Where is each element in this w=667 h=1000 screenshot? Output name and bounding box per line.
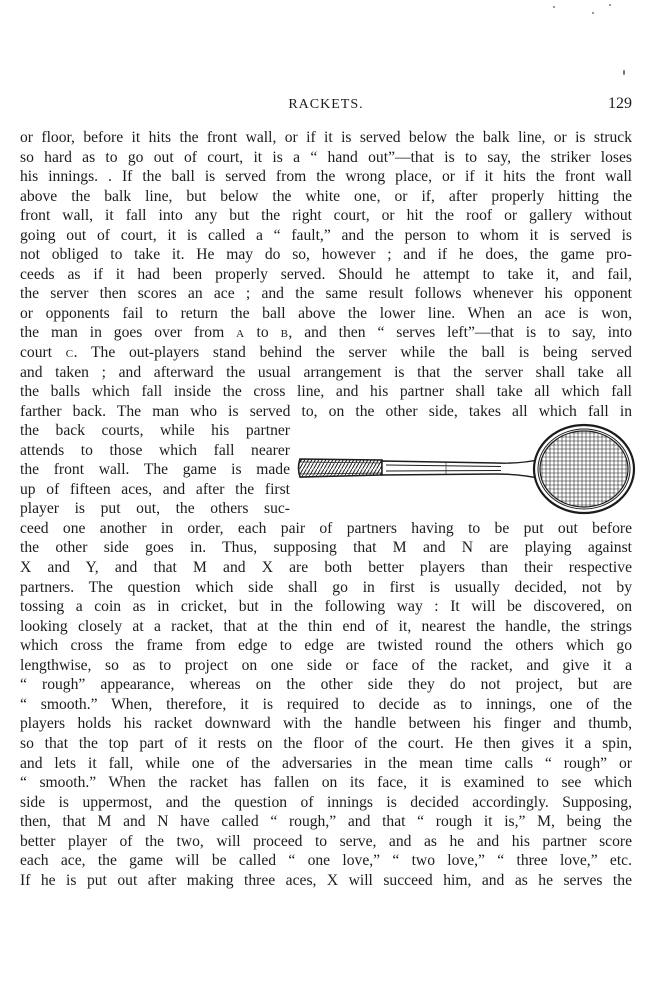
text-line: looking closely at a racket, that at the thin end of it, nearest the handle, the strings	[20, 617, 632, 635]
text-line: “ rough” appearance, whereas on the other side they do not project, but are	[20, 676, 632, 694]
text-line: tossing a coin as in cricket, but in the following way : It will be discovered, on	[20, 598, 632, 616]
text-line: “ smooth.” When the racket has fallen on its face, it is examined to see which	[20, 774, 632, 792]
racket-handle	[299, 459, 383, 477]
text-line: or floor, before it hits the front wall, or if it is served below the balk line, or is struck	[20, 129, 632, 146]
text-line: “ smooth.” When, therefore, it is required to decide as to innings, one of the	[20, 695, 632, 713]
text-line-beside-figure: player is put out, the others suc-	[20, 500, 290, 518]
court-letter-c: C	[65, 348, 74, 361]
racket-head	[534, 425, 634, 513]
text-line: If he is put out after making three aces, X will succeed him, and as he serves the	[20, 871, 632, 889]
text-line: or opponents fail to return the ball above the lower line. When an ace is won,	[20, 304, 632, 322]
text-line: side is uppermost, and the question of innings is decided accordingly. Supposing,	[20, 793, 632, 811]
text-line: not obliged to take it. He may do so, however ; and if he does, the game pro-	[20, 246, 632, 264]
text-line: lengthwise, so as to project on one side or face of the racket, and give it a	[20, 656, 632, 674]
text-line: front wall, it fall into any but the right court, or hit the roof or gallery without	[20, 207, 632, 225]
text-line: X and Y, and that M and X are both better players than their respective	[20, 559, 632, 577]
text-line: farther back. The man who is served to, on the other side, takes all which fall in	[20, 402, 632, 420]
print-speck	[592, 12, 594, 14]
racket-illustration	[296, 415, 641, 523]
text-line	[20, 323, 632, 343]
page-number: 129	[608, 95, 632, 112]
print-speck	[623, 70, 625, 75]
text-line-beside-figure: the front wall. The game is made	[20, 461, 290, 479]
text-run: . The out-players stand behind the server while the ball is being served	[73, 344, 632, 362]
text-line-beside-figure: up of fifteen aces, and after the first	[20, 480, 290, 498]
text-line: so hard as to go out of court, it is a “ hand out”—that is to say, the striker loses	[20, 148, 632, 166]
text-line: the server then scores an ace ; and the same result follows whenever his opponent	[20, 285, 632, 303]
text-run: , and then “ serves left”—that is to say, into	[288, 324, 632, 342]
text-run: the man in goes over from	[20, 324, 237, 342]
text-line: partners. The question which side shall go in first is usually decided, not by	[20, 578, 632, 596]
print-speck	[553, 6, 555, 8]
text-line: and taken ; and afterward the usual arrangement is that the server shall take all	[20, 363, 632, 381]
text-line: ceeds as if it had been properly served. Should he attempt to take it, and fail,	[20, 265, 632, 283]
text-line: then, that M and N have called “ rough,” and that “ rough it is,” M, being the	[20, 813, 632, 831]
text-run: to	[244, 324, 281, 342]
court-letter-b: B	[280, 328, 289, 341]
print-speck	[609, 4, 611, 6]
text-line: going out of court, it is called a “ fault,” and the person to whom it is served is	[20, 226, 632, 244]
court-letter-a: A	[236, 328, 245, 341]
text-line: players holds his racket downward with the handle between his finger and thumb,	[20, 715, 632, 733]
text-line-beside-figure: the back courts, while his partner	[20, 422, 290, 440]
text-line: each ace, the game will be called “ one love,” “ two love,” “ three love,” etc.	[20, 852, 632, 870]
text-line: the other side goes in. Thus, supposing that M and N are playing against	[20, 539, 632, 557]
text-line: his innings. . If the ball is served from the wrong place, or if it hits the front wall	[20, 168, 632, 186]
running-title: RACKETS.	[288, 97, 364, 112]
text-line: the balls which fall inside the cross line, and his partner shall take all which fall	[20, 383, 632, 401]
text-line: better player of the two, will proceed to serve, and as he and his partner score	[20, 832, 632, 850]
text-line: ceed one another in order, each pair of partners having to be put out before	[20, 519, 632, 537]
text-line-beside-figure: attends to those which fall nearer	[20, 441, 290, 459]
text-line: above the balk line, but below the white one, or if, after properly hitting the	[20, 187, 632, 205]
text-line: so that the top part of it rests on the floor of the court. He then gives it a spin,	[20, 734, 632, 752]
text-run: court	[20, 344, 66, 362]
text-line: which cross the frame from edge to edge are twisted round the others which go	[20, 637, 632, 655]
page-header	[20, 97, 632, 119]
racket-shaft	[382, 459, 542, 479]
text-line	[20, 343, 632, 363]
text-line: and lets it fall, while one of the adversaries in the mean time calls “ rough” or	[20, 754, 632, 772]
